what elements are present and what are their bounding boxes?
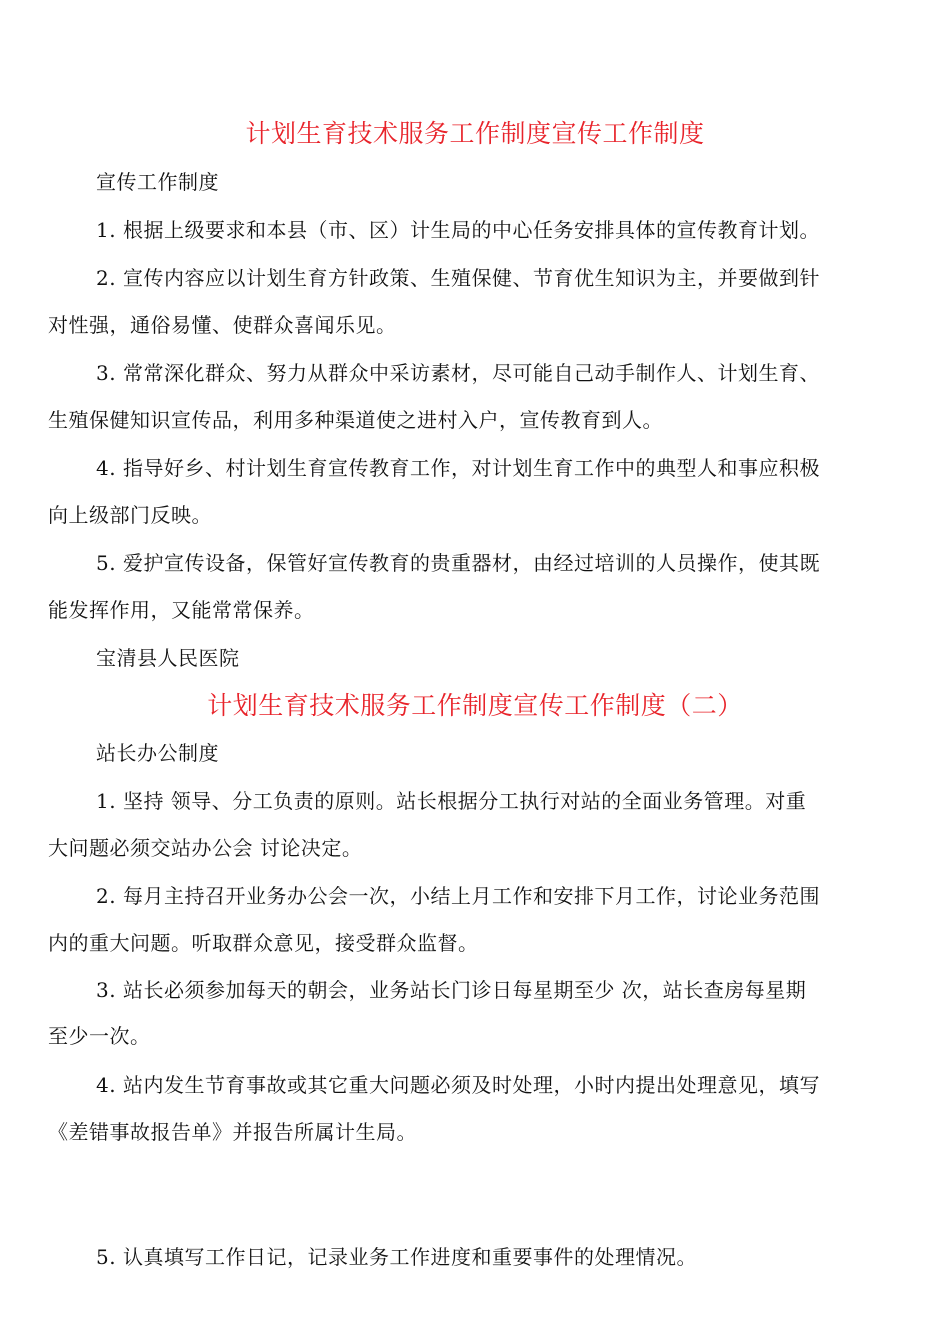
section2-item-3-line-2: 至少一次。 [48,1024,151,1048]
organization-name: 宝清县人民医院 [96,646,240,670]
section2-title: 计划生育技术服务工作制度宣传工作制度（二） [207,691,743,720]
section2-item-1-line-2: 大问题必须交站办公会 讨论决定。 [48,836,363,860]
section2-item-2-line-2: 内的重大问题。听取群众意见，接受群众监督。 [48,931,479,955]
section1-item-5-line-1: 5. 爱护宣传设备，保管好宣传教育的贵重器材，由经过培训的人员操作，使其既 [96,551,820,575]
section2-item-1-line-1: 1. 坚持 领导、分工负责的原则。站长根据分工执行对站的全面业务管理。对重 [96,789,807,813]
section1-item-1: 1. 根据上级要求和本县（市、区）计生局的中心任务安排具体的宣传教育计划。 [96,218,820,242]
section2-item-5: 5. 认真填写工作日记，记录业务工作进度和重要事件的处理情况。 [96,1245,697,1269]
section1-item-3-line-1: 3. 常常深化群众、努力从群众中采访素材，尽可能自己动手制作人、计划生育、 [96,361,820,385]
section2-subtitle: 站长办公制度 [96,741,219,765]
section1-item-4-line-2: 向上级部门反映。 [48,503,212,527]
section1-item-5-line-2: 能发挥作用，又能常常保养。 [48,598,315,622]
section1-item-2-line-2: 对性强，通俗易懂、使群众喜闻乐见。 [48,313,397,337]
section1-item-2-line-1: 2. 宣传内容应以计划生育方针政策、生殖保健、节育优生知识为主，并要做到针 [96,266,820,290]
section2-item-2-line-1: 2. 每月主持召开业务办公会一次，小结上月工作和安排下月工作，讨论业务范围 [96,884,820,908]
section1-item-3-line-2: 生殖保健知识宣传品，利用多种渠道使之进村入户，宣传教育到人。 [48,408,663,432]
section1-title: 计划生育技术服务工作制度宣传工作制度 [245,119,705,148]
section2-item-4-line-2: 《差错事故报告单》并报告所属计生局。 [48,1120,417,1144]
section2-item-4-line-1: 4. 站内发生节育事故或其它重大问题必须及时处理，小时内提出处理意见，填写 [96,1073,820,1097]
section2-item-3-line-1: 3. 站长必须参加每天的朝会，业务站长门诊日每星期至少 次，站长查房每星期 [96,978,807,1002]
section1-subtitle: 宣传工作制度 [96,170,219,194]
section1-item-4-line-1: 4. 指导好乡、村计划生育宣传教育工作，对计划生育工作中的典型人和事应积极 [96,456,820,480]
